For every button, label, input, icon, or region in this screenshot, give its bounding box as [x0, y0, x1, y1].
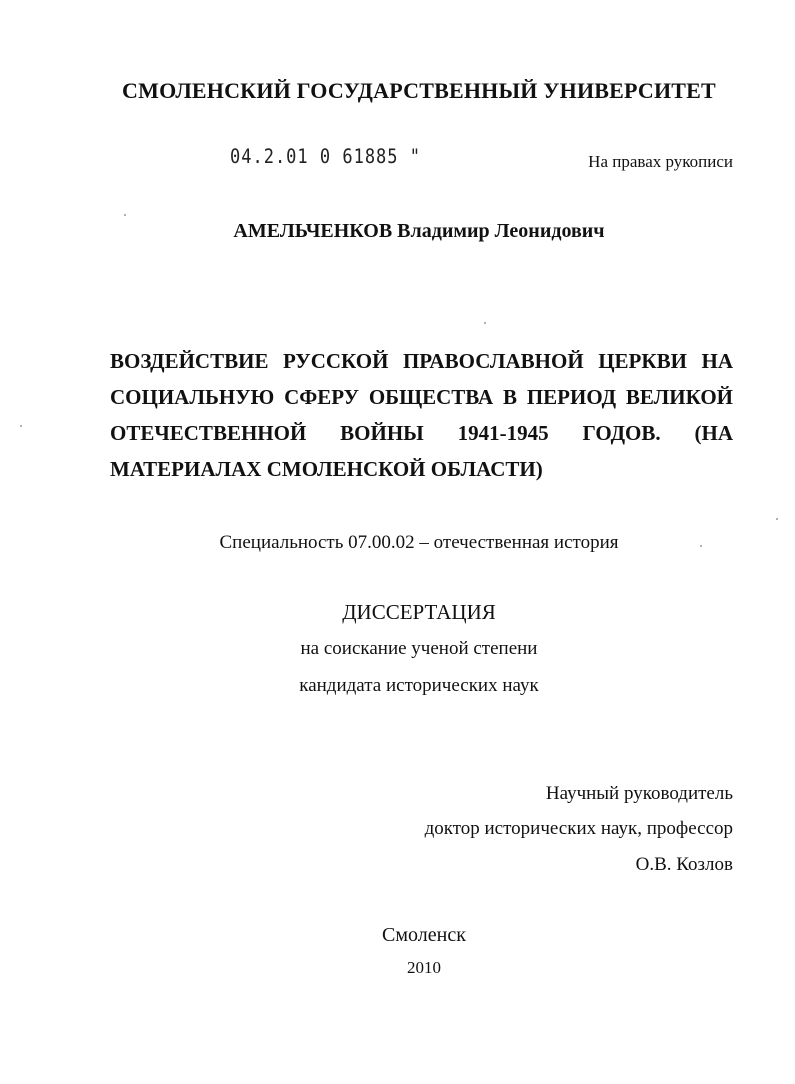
title-line: ОТЕЧЕСТВЕННОЙ ВОЙНЫ 1941-1945 ГОДОВ. (НА	[110, 421, 733, 445]
manuscript-rights: На правах рукописи	[588, 152, 733, 171]
year: 2010	[407, 958, 441, 977]
scan-speck	[124, 214, 126, 216]
supervisor-role: Научный руководитель	[545, 783, 733, 804]
university-name: СМОЛЕНСКИЙ ГОСУДАРСТВЕННЫЙ УНИВЕРСИТЕТ	[122, 78, 716, 103]
author-name: АМЕЛЬЧЕНКОВ Владимир Леонидович	[233, 220, 605, 242]
supervisor-name: О.В. Козлов	[635, 854, 733, 875]
scan-speck	[776, 518, 778, 520]
city: Смоленск	[382, 924, 466, 946]
registration-stamp: 04.2.01 0 61885 "	[230, 145, 421, 169]
document-type: ДИССЕРТАЦИЯ	[342, 600, 496, 624]
scan-speck	[484, 322, 486, 324]
title-line: МАТЕРИАЛАХ СМОЛЕНСКОЙ ОБЛАСТИ)	[110, 457, 543, 481]
scan-speck	[20, 425, 22, 427]
degree-line-2: кандидата исторических наук	[299, 675, 539, 696]
scan-speck	[700, 545, 702, 547]
dissertation-title	[110, 343, 733, 487]
specialty: Специальность 07.00.02 – отечественная история	[219, 532, 619, 553]
title-line: ВОЗДЕЙСТВИЕ РУССКОЙ ПРАВОСЛАВНОЙ ЦЕРКВИ НА	[110, 349, 733, 373]
degree-line-1: на соискание ученой степени	[300, 638, 538, 659]
supervisor-credentials: доктор исторических наук, профессор	[424, 818, 733, 839]
title-line: СОЦИАЛЬНУЮ СФЕРУ ОБЩЕСТВА В ПЕРИОД ВЕЛИКОЙ	[110, 385, 733, 409]
